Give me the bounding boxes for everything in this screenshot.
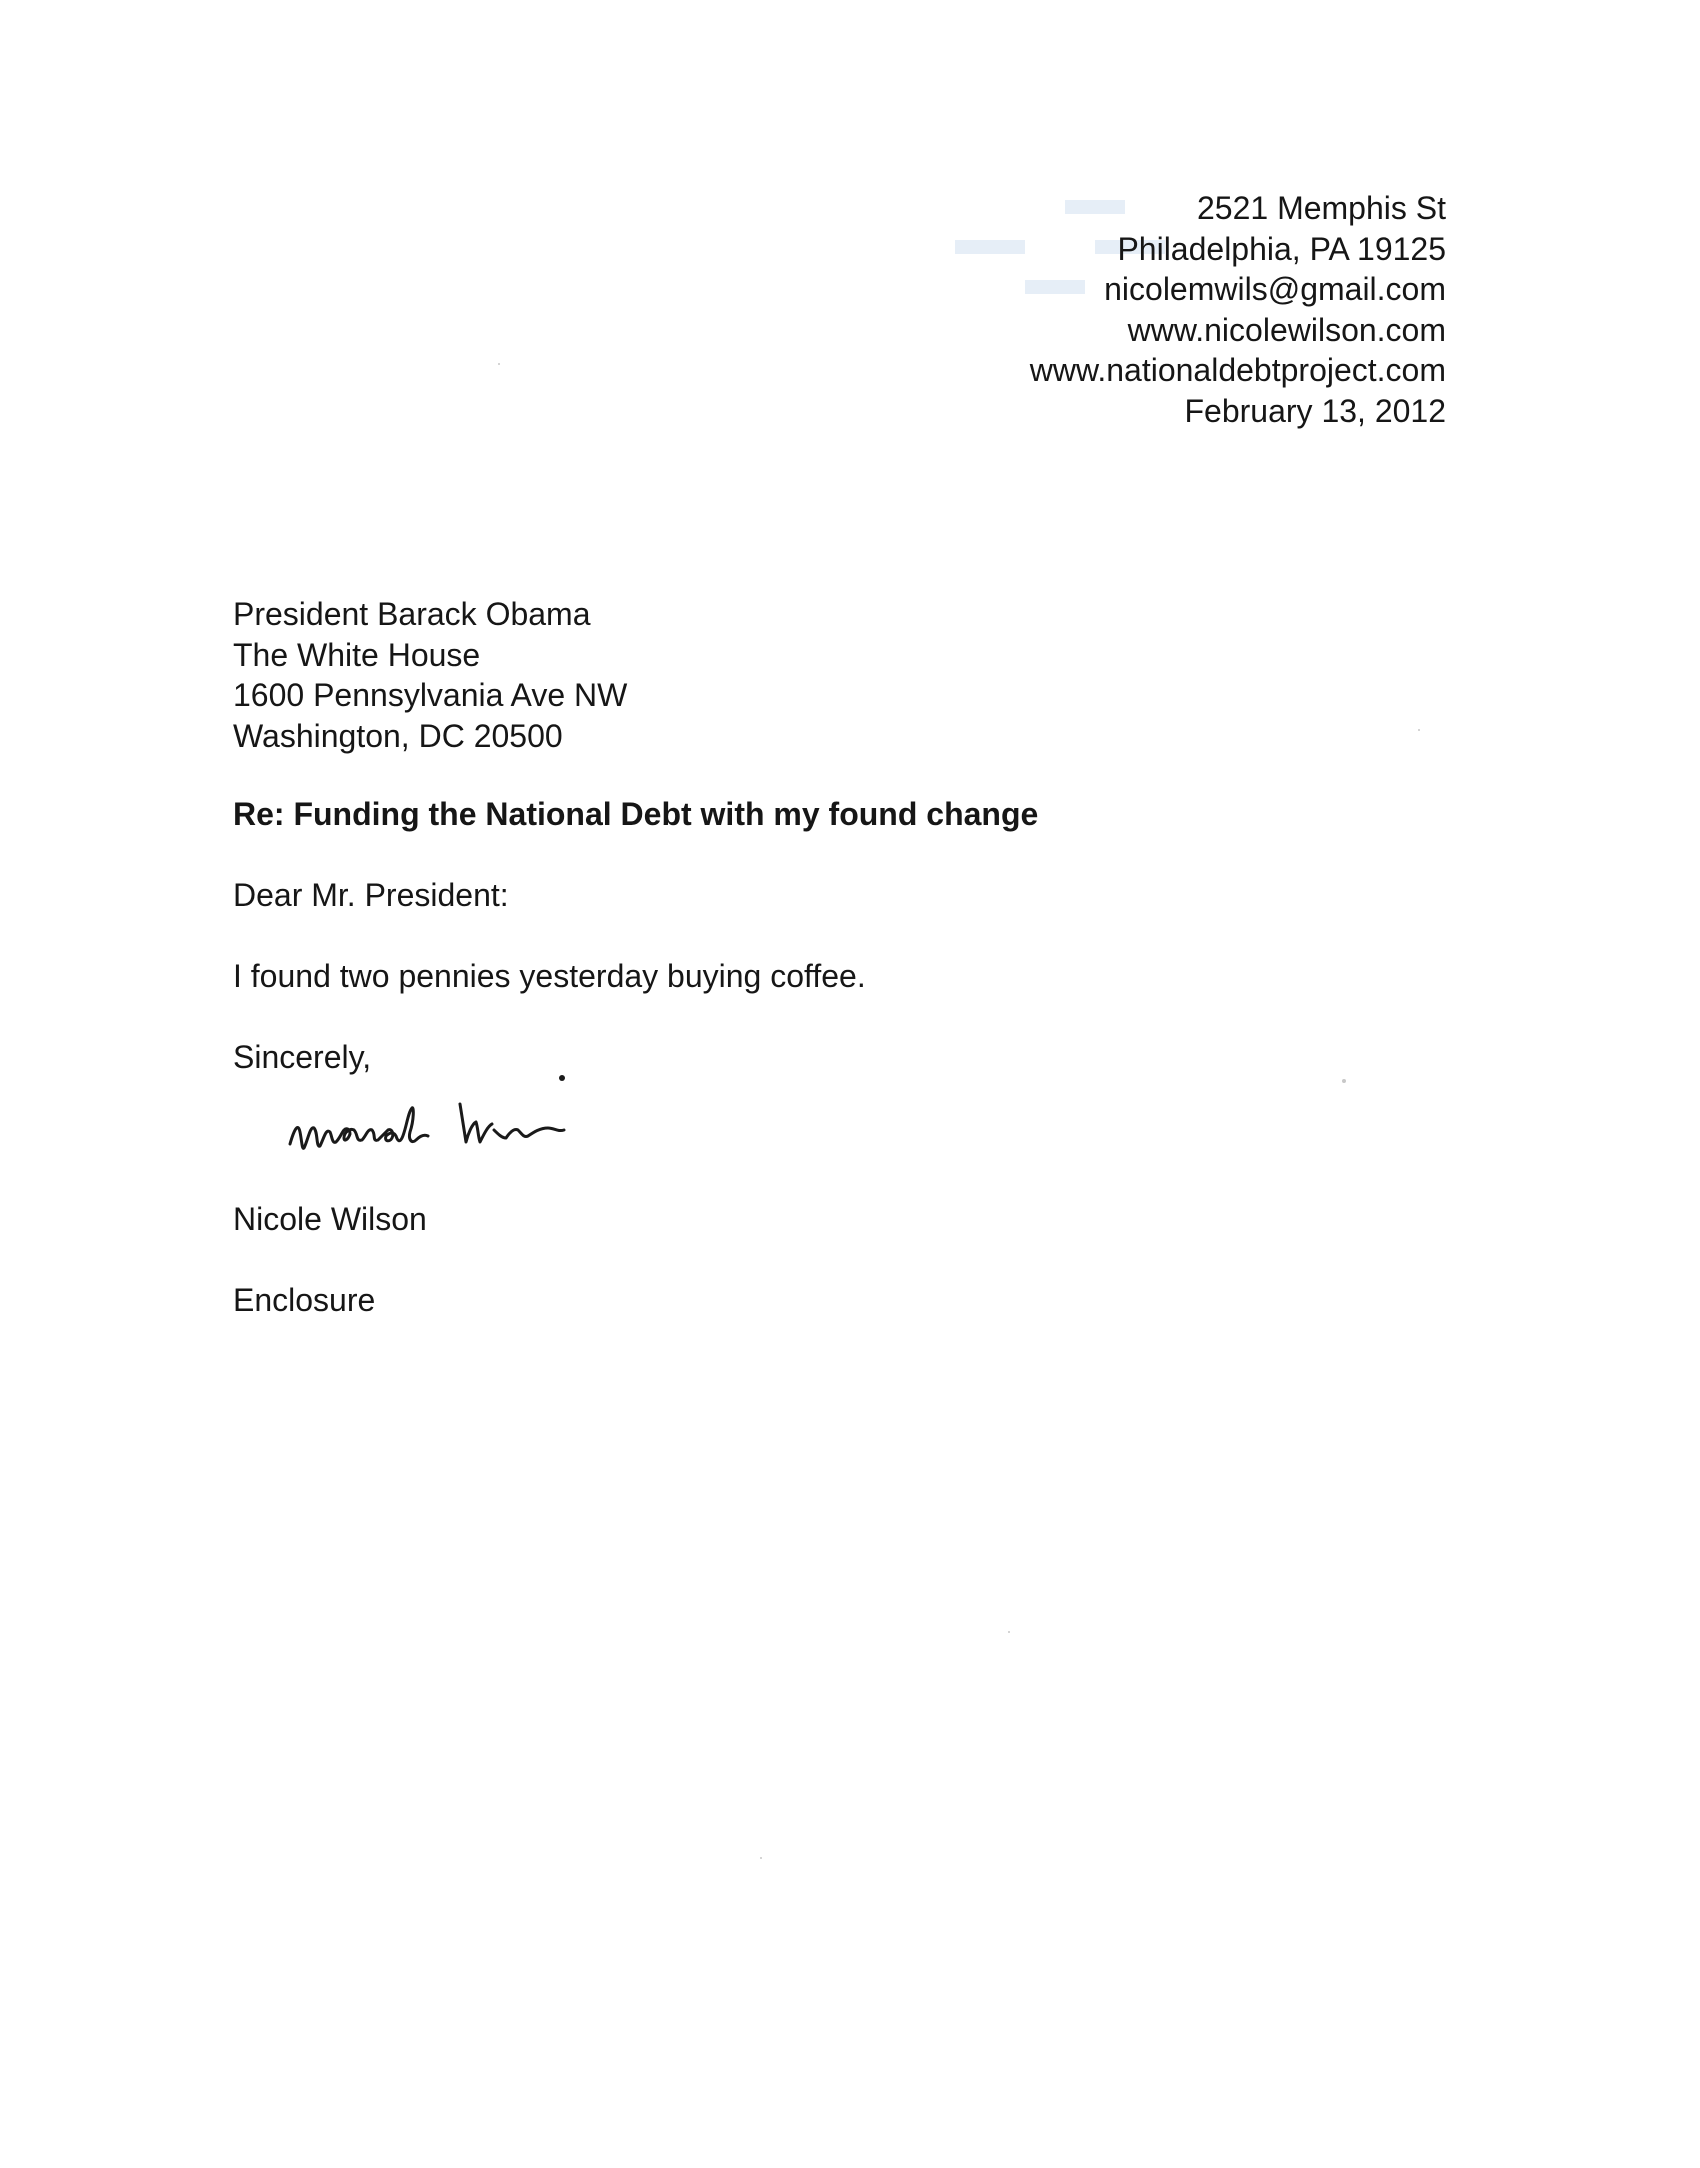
recipient-city-state-zip: Washington, DC 20500 <box>233 717 563 754</box>
recipient-name: President Barack Obama <box>233 596 591 632</box>
scan-speck <box>760 1857 762 1859</box>
salutation: Dear Mr. President: <box>233 877 509 913</box>
recipient-street: 1600 Pennsylvania Ave NW <box>233 677 628 713</box>
sender-website-project: www.nationaldebtproject.com <box>1029 352 1446 388</box>
sender-address-block <box>1030 188 1446 431</box>
letter-date: February 13, 2012 <box>1184 392 1446 429</box>
handwritten-signature <box>282 1072 682 1172</box>
enclosure-notation: Enclosure <box>233 1282 376 1318</box>
scan-speck <box>1008 1631 1010 1633</box>
signer-name: Nicole Wilson <box>233 1201 427 1237</box>
scan-speck <box>498 363 500 365</box>
recipient-organization: The White House <box>233 636 481 673</box>
recipient-address-block <box>233 594 627 756</box>
scan-speck <box>1418 729 1420 731</box>
sender-city-state-zip: Philadelphia, PA 19125 <box>1117 230 1446 267</box>
show-through-mark <box>955 240 1025 254</box>
sender-email: nicolemwils@gmail.com <box>1104 271 1446 307</box>
letter-body: I found two pennies yesterday buying coffee. <box>233 958 866 994</box>
sender-website-personal: www.nicolewilson.com <box>1127 311 1446 348</box>
subject-line: Re: Funding the National Debt with my found change <box>233 796 1039 832</box>
closing: Sincerely, <box>233 1039 372 1075</box>
scan-speck <box>1342 1079 1346 1083</box>
sender-street: 2521 Memphis St <box>1196 190 1446 226</box>
